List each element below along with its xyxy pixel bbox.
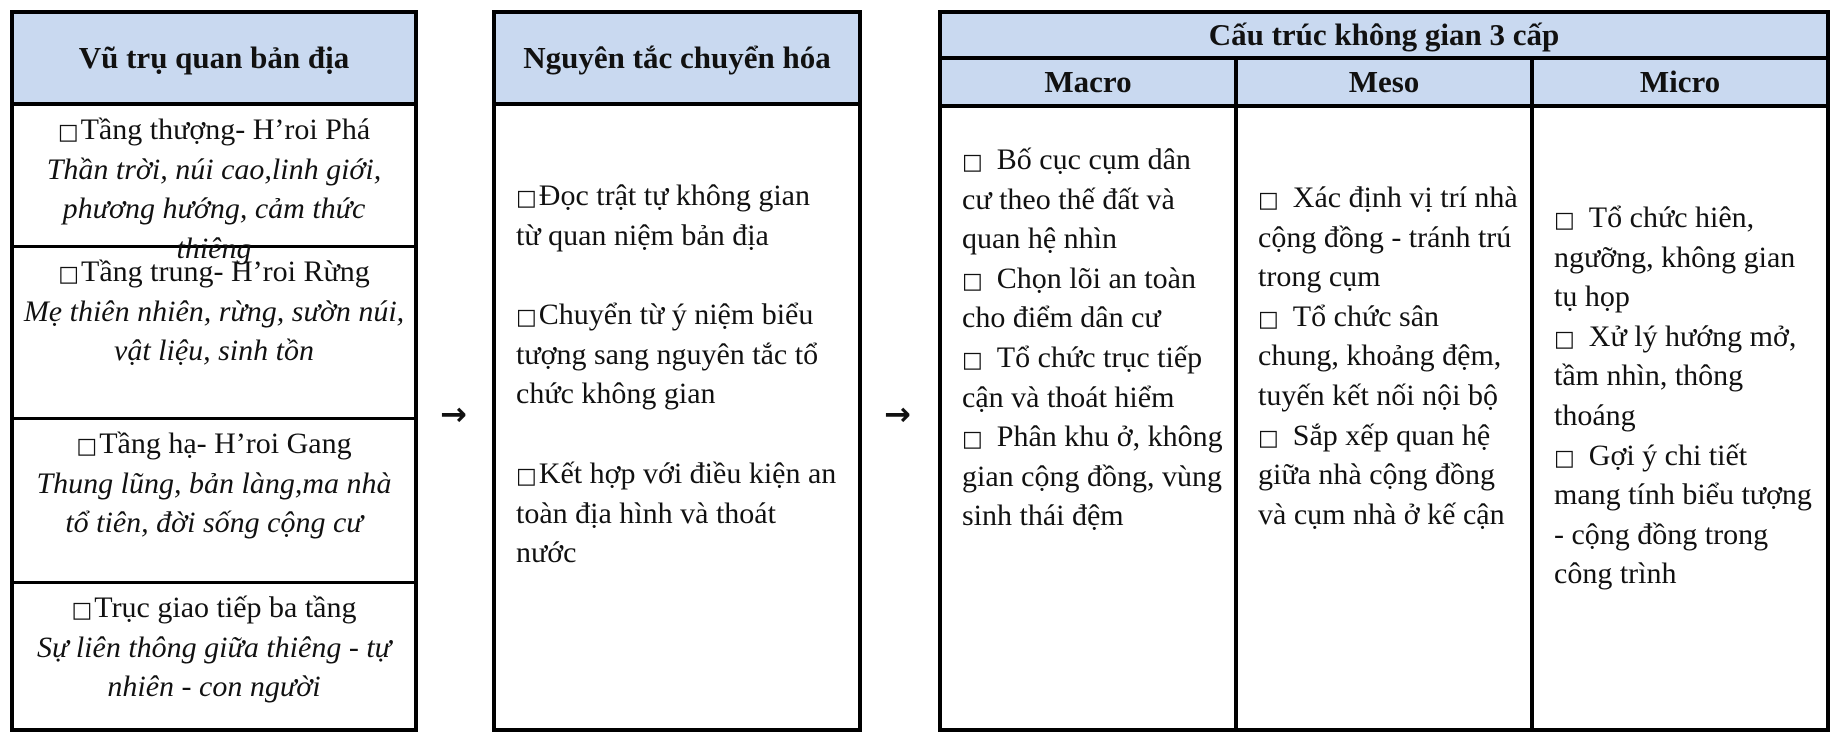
tier-lower xyxy=(14,420,414,584)
scale-header-row xyxy=(942,60,1826,108)
bullet-icon: □ xyxy=(1554,445,1575,471)
bullet-icon: □ xyxy=(76,434,98,459)
principle-item: □Chuyển từ ý niệm biểu tượng sang nguyên tắc tổ chức không gian xyxy=(516,298,819,411)
bullet-icon: □ xyxy=(1258,306,1279,332)
bullet-icon: □ xyxy=(1554,326,1575,352)
list-item: □ Sắp xếp quan hệ giữa nhà cộng đồng và cụm nhà ở kế cận xyxy=(1258,418,1505,531)
list-item: □ Tổ chức trục tiếp cận và thoát hiểm xyxy=(962,340,1203,414)
right-arrow-icon: → xyxy=(440,395,467,433)
bullet-icon: □ xyxy=(516,463,537,489)
bullet-icon: □ xyxy=(58,262,80,287)
right-arrow-icon: → xyxy=(884,395,911,433)
list-item: □ Xác định vị trí nhà cộng đồng - tránh trú trong cụm xyxy=(1258,181,1518,294)
macro-column xyxy=(942,108,1238,728)
tier-name: Trục giao tiếp ba tầng xyxy=(94,591,357,624)
bullet-icon: □ xyxy=(516,305,537,331)
col-header-micro: Micro xyxy=(1534,60,1826,104)
tier-name: Tầng trung- H’roi Rừng xyxy=(81,255,370,288)
micro-column xyxy=(1534,108,1826,728)
list-item: □ Tổ chức sân chung, khoảng đệm, tuyến kết nối nội bộ xyxy=(1258,299,1502,412)
cosmology-title: Vũ trụ quan bản địa xyxy=(14,14,414,106)
spatial-structure-title: Cấu trúc không gian 3 cấp xyxy=(942,14,1826,60)
bullet-icon: □ xyxy=(1258,188,1279,213)
bullet-icon: □ xyxy=(1554,208,1575,233)
tier-name: Tầng thượng- H’roi Phá xyxy=(80,113,371,146)
tier-desc: Sự liên thông giữa thiêng - tự nhiên - con người xyxy=(36,630,392,704)
tier-name: Tầng hạ- H’roi Gang xyxy=(99,427,352,460)
bullet-icon: □ xyxy=(516,186,537,211)
principles-box xyxy=(492,10,862,732)
principle-item: □Đọc trật tự không gian từ quan niệm bản địa xyxy=(516,179,810,252)
bullet-icon: □ xyxy=(57,120,79,145)
bullet-icon: □ xyxy=(962,150,983,175)
cosmology-box xyxy=(10,10,418,732)
meso-column xyxy=(1238,108,1534,728)
bullet-icon: □ xyxy=(962,347,983,373)
tier-axis xyxy=(14,584,414,724)
bullet-icon: □ xyxy=(1258,425,1279,451)
col-header-meso: Meso xyxy=(1238,60,1534,104)
list-item: □ Tổ chức hiên, ngưỡng, không gian tụ họp xyxy=(1554,201,1796,314)
list-item: □ Bố cục cụm dân cư theo thế đất và quan hệ nhìn xyxy=(962,143,1191,256)
principle-item: □Kết hợp với điều kiện an toàn địa hình và thoát nước xyxy=(516,456,837,570)
tier-desc: Thung lũng, bản làng,ma nhà tổ tiên, đời sống cộng cư xyxy=(36,466,392,540)
tier-upper xyxy=(14,106,414,265)
list-item: □ Xử lý hướng mở, tầm nhìn, thông thoáng xyxy=(1554,319,1797,432)
list-item: □ Chọn lõi an toàn cho điểm dân cư xyxy=(962,261,1196,335)
tier-desc: Mẹ thiên nhiên, rừng, sườn núi, vật liệu, sinh tồn xyxy=(23,294,405,368)
tier-desc: Thần trời, núi cao,linh giới, phương hướng, cảm thức thiêng xyxy=(46,152,382,265)
tier-middle xyxy=(14,248,414,420)
col-header-macro: Macro xyxy=(942,60,1238,104)
spatial-structure-box xyxy=(938,10,1830,732)
list-item: □ Gợi ý chi tiết mang tính biểu tượng - cộng đồng trong công trình xyxy=(1554,438,1812,591)
principles-title: Nguyên tắc chuyển hóa xyxy=(496,14,858,106)
bullet-icon: □ xyxy=(962,427,983,453)
bullet-icon: □ xyxy=(962,268,983,294)
list-item: □ Phân khu ở, không gian cộng đồng, vùng sinh thái đệm xyxy=(962,420,1223,533)
bullet-icon: □ xyxy=(71,598,93,623)
